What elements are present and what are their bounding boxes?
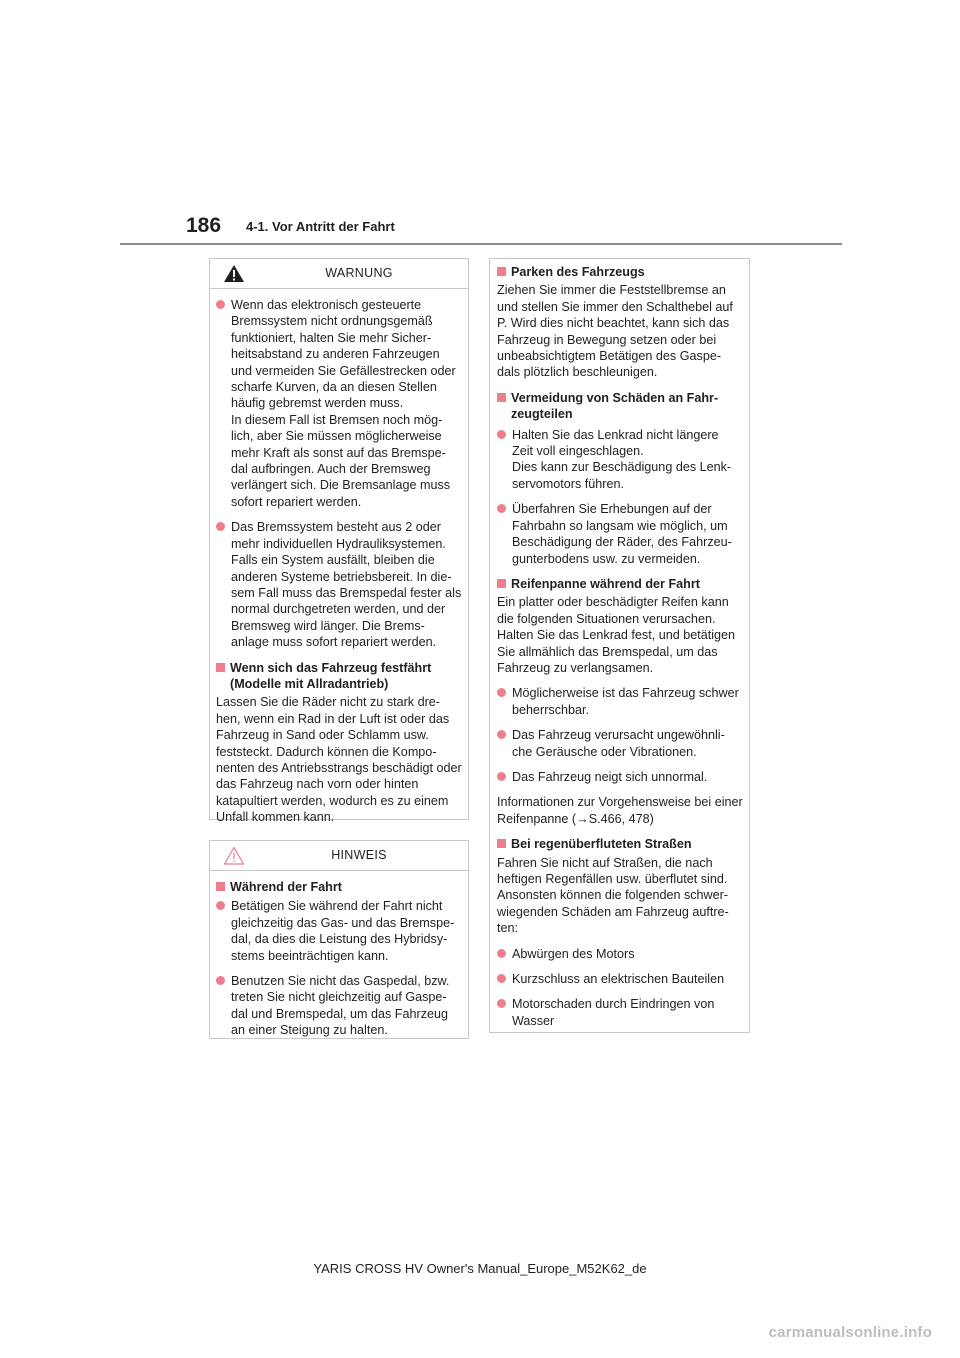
list-item	[497, 727, 743, 760]
square-bullet-icon	[497, 839, 506, 848]
header-rule	[120, 243, 842, 245]
flooded-bullet-text: Motorschaden durch Eindringen von Wasser	[512, 997, 715, 1028]
arrow-right-icon: →	[576, 811, 589, 826]
bullet-dot-icon	[497, 974, 506, 983]
right-column-box	[489, 258, 750, 1033]
bullet-dot-icon	[216, 522, 225, 531]
list-item	[216, 973, 462, 1039]
page-number: 186	[186, 214, 222, 237]
bullet-dot-icon	[497, 999, 506, 1008]
list-item	[497, 996, 743, 1029]
damage-heading	[497, 390, 743, 423]
notice-triangle-icon	[223, 846, 245, 865]
list-item	[216, 898, 462, 964]
flat-tire-bullet-text: Möglicherweise ist das Fahrzeug schwer beherrschbar.	[512, 686, 739, 717]
flooded-heading-text: Bei regenüberfluteten Straßen	[511, 837, 692, 852]
damage-bullet-text: Halten Sie das Lenkrad nicht längere Zeit voll eingeschlagen. Dies kann zur Beschädigung des Lenk-servomotors führen.	[512, 427, 732, 491]
warning-triangle-icon	[223, 264, 245, 283]
notice-box	[209, 840, 469, 1039]
section-title: 4-1. Vor Antritt der Fahrt	[246, 219, 395, 234]
list-item	[497, 427, 743, 493]
flat-tire-bullet-text: Das Fahrzeug neigt sich unnormal.	[512, 769, 708, 784]
notice-bullet-text: Benutzen Sie nicht das Gaspedal, bzw. treten Sie nicht gleichzeitig auf Gaspe-dal und Bremspedal, um das Fahrzeug an einer Steigung zu halten.	[231, 974, 450, 1038]
flooded-bullet-text: Kurzschluss an elektrischen Bauteilen	[512, 972, 725, 987]
parking-paragraph: Ziehen Sie immer die Feststellbremse an und stellen Sie immer den Schalthebel auf P. Wird dies nicht beachtet, kann sich das Fahrzeug in Bewegung setzen oder bei unbeabsichtigtem Betätigen des Gaspe-dals plötzlich beschleunigen.	[497, 283, 733, 380]
square-bullet-icon	[216, 882, 225, 891]
damage-bullet-text: Überfahren Sie Erhebungen auf der Fahrbahn so langsam wie möglich, um Beschädigung der Räder, des Fahrzeu-gunterbodens usw. zu vermeiden.	[512, 502, 732, 566]
notice-box-header	[210, 841, 468, 871]
warning-subheading	[216, 660, 462, 693]
flat-tire-paragraph: Ein platter oder beschädigter Reifen kann die folgenden Situationen verursachen. Halten Sie das Lenkrad fest, und betätigen Sie allmählich das Bremspedal, um das Fahrzeug zu verlangsamen.	[497, 595, 736, 675]
list-item	[497, 971, 743, 987]
warning-box-header	[210, 259, 468, 289]
list-item	[216, 519, 462, 650]
warning-bullet-text: Wenn das elektronisch gesteuerte Bremssystem nicht ordnungsgemäß funktioniert, halten Sie mehr Sicher-heitsabstand zu anderen Fahrzeugen und vermeiden Sie Gefällestrecken oder scharfe Kurven, da an diesen Stellen häufig gebremst werden muss. In diesem Fall ist Bremsen noch mög-lich, aber Sie müssen möglicherweise mehr Kraft als sonst auf das Bremspe-dal aufbringen. Auch der Bremsweg verlängert sich. Die Bremsanlage muss sofort repariert werden.	[231, 298, 456, 509]
list-item	[497, 769, 743, 785]
flooded-heading	[497, 836, 743, 852]
bullet-dot-icon	[497, 730, 506, 739]
flat-tire-heading-text: Reifenpanne während der Fahrt	[511, 576, 700, 591]
damage-heading-text: Vermeidung von Schäden an Fahr-zeugteilen	[511, 390, 719, 422]
notice-box-body	[210, 871, 468, 1047]
square-bullet-icon	[216, 663, 225, 672]
warning-box-body	[210, 289, 468, 834]
flooded-paragraph: Fahren Sie nicht auf Straßen, die nach heftigen Regenfällen usw. überflutet sind. Ansonsten können die folgenden schwer-wiegenden Schäden am Fahrzeug auftre-ten:	[497, 855, 729, 936]
list-item	[497, 946, 743, 962]
square-bullet-icon	[497, 393, 506, 402]
flat-tire-heading	[497, 576, 743, 592]
list-item	[497, 685, 743, 718]
bullet-dot-icon	[216, 300, 225, 309]
bullet-dot-icon	[497, 949, 506, 958]
flat-tire-info	[497, 794, 743, 827]
bullet-dot-icon	[216, 976, 225, 985]
notice-bullet-text: Betätigen Sie während der Fahrt nicht gleichzeitig das Gas- und das Bremspe-dal, da dies die Leistung des Hybridsy-stems beeinträchtigen kann.	[231, 899, 455, 963]
bullet-dot-icon	[216, 901, 225, 910]
square-bullet-icon	[497, 267, 506, 276]
parking-heading	[497, 264, 743, 280]
warning-box-title: WARNUNG	[325, 266, 393, 281]
page-reference-link[interactable]: S.466, 478)	[588, 811, 654, 826]
parking-heading-text: Parken des Fahrzeugs	[511, 265, 645, 279]
warning-box	[209, 258, 469, 825]
bullet-dot-icon	[497, 772, 506, 781]
notice-subheading-text: Während der Fahrt	[230, 880, 342, 894]
list-item	[216, 297, 462, 510]
footer-document-id: YARIS CROSS HV Owner's Manual_Europe_M52K62_de	[313, 1261, 647, 1276]
bullet-dot-icon	[497, 688, 506, 697]
notice-subheading	[216, 879, 462, 895]
flooded-bullet-text: Abwürgen des Motors	[512, 946, 635, 961]
warning-subheading-text: Wenn sich das Fahrzeug festfährt (Modelle mit Allradantrieb)	[230, 660, 432, 691]
list-item	[497, 501, 743, 567]
warning-paragraph: Lassen Sie die Räder nicht zu stark dre-hen, wenn ein Rad in der Luft ist oder das Fahrzeug in Sand oder Schlamm usw. feststeckt. Dadurch können die Kompo-nenten des Antriebsstrangs beschädigt oder das Fahrzeug nach vorn oder hinten katapultiert werden, wodurch es zu einem Unfall kommen kann.	[216, 695, 462, 825]
bullet-dot-icon	[497, 430, 506, 439]
bullet-dot-icon	[497, 504, 506, 513]
flat-tire-info-text: Informationen zur Vorgehensweise bei einer Reifenpanne (	[497, 795, 743, 826]
warning-bullet-text: Das Bremssystem besteht aus 2 oder mehr individuellen Hydrauliksystemen. Falls ein System ausfällt, bleiben die anderen Systeme betriebsbereit. In die-sem Fall muss das Bremspedal fester als normal durchgetreten werden, und der Bremsweg wird länger. Die Brems-anlage muss sofort repariert werden.	[231, 520, 462, 650]
notice-box-title: HINWEIS	[331, 848, 387, 863]
square-bullet-icon	[497, 579, 506, 588]
watermark[interactable]: carmanualsonline.info	[768, 1324, 932, 1341]
flat-tire-bullet-text: Das Fahrzeug verursacht ungewöhnli-che Geräusche oder Vibrationen.	[512, 728, 725, 759]
